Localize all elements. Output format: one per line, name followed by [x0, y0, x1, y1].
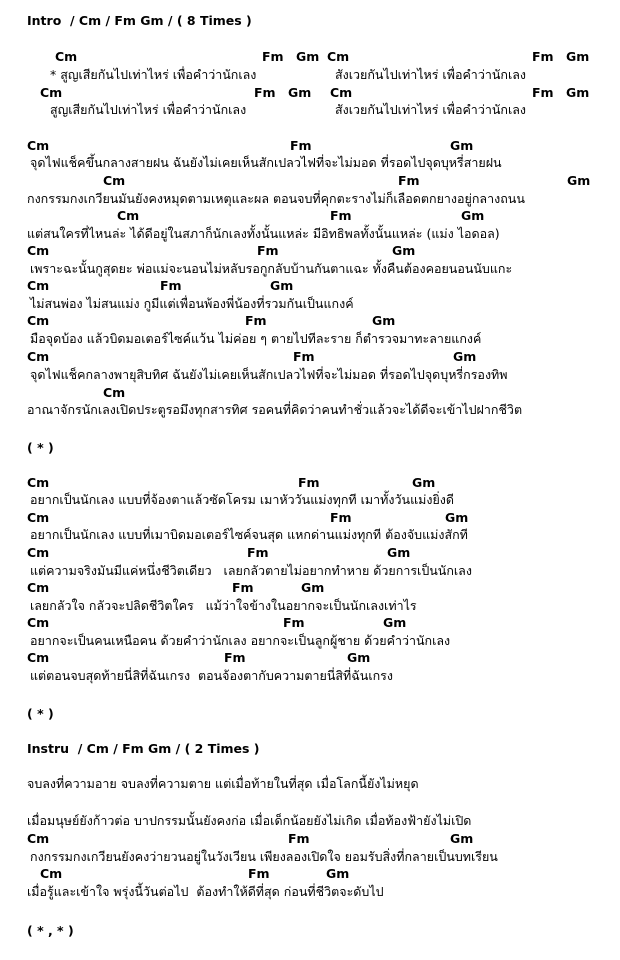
lyric-line: เมื่อรู้และเข้าใจ พรุ่งนี้วันต่อไป ต้องทำให้ดีที่สุด ก่อนที่ชีวิตจะดับไป — [27, 884, 384, 899]
lyric-line: จุดไฟแช็คขึ้นกลางสายฝน ฉันยังไม่เคยเห็นสักเปลวไฟที่จะไม่มอด ที่รอดไปจุดบุหรี่สายฝน — [30, 155, 502, 170]
chord-gm: Gm — [347, 650, 371, 665]
section-label: ( * ) — [27, 440, 54, 455]
chord-fm: Fm — [288, 831, 310, 846]
chord-cm: Cm — [27, 138, 50, 153]
chord-fm: Fm — [224, 650, 246, 665]
chord-gm: Gm — [450, 138, 474, 153]
lyric-line: แต่ตอนจบสุดท้ายนี่สิที่ฉันเกรง ตอนจ้องตากับความตายนี่สิที่ฉันเกรง — [30, 668, 393, 683]
chord-cm: Cm — [27, 475, 50, 490]
chord-fm: Fm — [398, 173, 420, 188]
chord-cm: Cm — [40, 866, 63, 881]
section-label: Intro / Cm / Fm Gm / ( 8 Times ) — [27, 13, 252, 28]
chord-gm: Gm — [301, 580, 325, 595]
chord-gm: Gm — [296, 49, 320, 64]
chord-gm: Gm — [453, 349, 477, 364]
chord-cm: Cm — [27, 831, 50, 846]
chord-gm: Gm — [270, 278, 294, 293]
chord-cm: Cm — [117, 208, 140, 223]
chord-cm: Cm — [327, 49, 350, 64]
lyric-line: ไม่สนพ่อง ไม่สนแม่ง กูมีแต่เพื่อนพ้องพี่น้องที่รวมกันเป็นแกงค์ — [30, 296, 354, 311]
lyric-line: เลยกลัวใจ กลัวจะปลิดชีวิตใคร แม้ว่าใจข้างในอยากจะเป็นนักเลงเท่าไร — [30, 598, 417, 613]
chord-gm: Gm — [566, 85, 590, 100]
chord-cm: Cm — [27, 313, 50, 328]
lyric-line: อยากจะเป็นคนเหนือคน ด้วยคำว่านักเลง อยากจะเป็นลูกผู้ชาย ด้วยคำว่านักเลง — [30, 633, 451, 648]
chord-cm: Cm — [103, 173, 126, 188]
lyric-line: สูญเสียกันไปเท่าไหร่ เพื่อคำว่านักเลง — [50, 102, 247, 117]
lyric-line: แต่สนใครที่ไหนล่ะ ได้ดีอยู่ในสภาก็นักเลงทั้งนั้นแหล่ะ มีอิทธิพลทั้งนั้นแหล่ะ (แม่ง ไอดอล) — [27, 226, 500, 241]
lyric-line: มือจุดบ้อง แล้วบิดมอเตอร์ไซค์แว้น ไม่ค่อย ๆ ตายไปทีละราย ก็ตำรวจมาทะลายแกงค์ — [30, 331, 482, 346]
lyric-line: อยากเป็นนักเลง แบบที่เมาบิดมอเตอร์ไซค์จนสุด แหกด่านแม่งทุกที ต้องจับแม่งสักที — [30, 527, 468, 542]
section-label: Instru / Cm / Fm Gm / ( 2 Times ) — [27, 741, 260, 756]
lyric-line: กงกรรมกงเกวียนยังคงว่ายวนอยู่ในวังเวียน เพียงลองเปิดใจ ยอมรับสิ่งที่กลายเป็นบทเรียน — [30, 849, 498, 864]
chord-cm: Cm — [27, 243, 50, 258]
section-label: ( * , * ) — [27, 923, 74, 938]
chord-fm: Fm — [532, 49, 554, 64]
lyric-line: อาณาจักรนักเลงเปิดประตูรอมึงทุกสารทิศ รอคนที่คิดว่าคนทำชั่วแล้วจะได้ดีจะเข้าไปฝากชีวิต — [27, 402, 523, 417]
chord-gm: Gm — [567, 173, 591, 188]
chord-cm: Cm — [27, 650, 50, 665]
chord-cm: Cm — [27, 349, 50, 364]
chord-gm: Gm — [412, 475, 436, 490]
chord-fm: Fm — [245, 313, 267, 328]
chord-gm: Gm — [383, 615, 407, 630]
chord-cm: Cm — [103, 385, 126, 400]
chord-cm: Cm — [27, 580, 50, 595]
chord-gm: Gm — [372, 313, 396, 328]
chord-fm: Fm — [232, 580, 254, 595]
chord-cm: Cm — [27, 510, 50, 525]
chord-fm: Fm — [160, 278, 182, 293]
chord-fm: Fm — [532, 85, 554, 100]
chord-cm: Cm — [27, 545, 50, 560]
chord-gm: Gm — [461, 208, 485, 223]
chord-fm: Fm — [290, 138, 312, 153]
lyric-line: จบลงที่ความอาย จบลงที่ความตาย แต่เมื่อท้ายในที่สุด เมื่อโลกนี้ยังไม่หยุด — [27, 776, 419, 791]
chord-fm: Fm — [330, 208, 352, 223]
chord-fm: Fm — [257, 243, 279, 258]
chord-fm: Fm — [262, 49, 284, 64]
chord-cm: Cm — [330, 85, 353, 100]
chord-fm: Fm — [247, 545, 269, 560]
chord-cm: Cm — [40, 85, 63, 100]
chord-gm: Gm — [326, 866, 350, 881]
chord-gm: Gm — [450, 831, 474, 846]
chord-fm: Fm — [248, 866, 270, 881]
lyric-line: อยากเป็นนักเลง แบบที่จ้องตาแล้วซัดโครม เมาหัววันแม่งทุกที เมาทั้งวันแม่งยิ่งดี — [30, 492, 455, 507]
lyric-line: จุดไฟแช็คกลางพายุสิบทิศ ฉันยังไม่เคยเห็นสักเปลวไฟที่จะไม่มอด ที่รอดไปจุดบุหรี่กรองทิพ — [30, 367, 508, 382]
chord-gm: Gm — [387, 545, 411, 560]
lyric-line: * สูญเสียกันไปเท่าไหร่ เพื่อคำว่านักเลง — [50, 67, 257, 82]
lyric-line: สังเวยกันไปเท่าไหร่ เพื่อคำว่านักเลง — [335, 67, 527, 82]
lyric-line: เมื่อมนุษย์ยังก้าวต่อ บาปกรรมนั้นยังคงก่อ เมื่อเด็กน้อยยังไม่เกิด เมื่อท้องฟ้ายังไม่เปิด — [27, 813, 472, 828]
chord-cm: Cm — [27, 615, 50, 630]
chord-fm: Fm — [330, 510, 352, 525]
chord-gm: Gm — [566, 49, 590, 64]
lyric-line: สังเวยกันไปเท่าไหร่ เพื่อคำว่านักเลง — [335, 102, 527, 117]
chord-gm: Gm — [445, 510, 469, 525]
chord-cm: Cm — [27, 278, 50, 293]
section-label: ( * ) — [27, 706, 54, 721]
chord-gm: Gm — [392, 243, 416, 258]
chord-cm: Cm — [55, 49, 78, 64]
lyric-line: แต่ความจริงมันมีแค่หนึ่งชีวิตเดียว เลยกลัวตายไม่อยากทำหาย ด้วยการเป็นนักเลง — [30, 563, 472, 578]
chord-fm: Fm — [298, 475, 320, 490]
chord-fm: Fm — [254, 85, 276, 100]
lyric-line: กงกรรมกงเกวียนมันยังคงหมุดตามเหตุและผล ตอนจบที่คุกตะรางไม่ก็เลือดตกยางอยู่กลางถนน — [27, 191, 525, 206]
chord-fm: Fm — [283, 615, 305, 630]
chord-fm: Fm — [293, 349, 315, 364]
chord-gm: Gm — [288, 85, 312, 100]
lyric-line: เพราะฉะนั้นกูสุดยะ พ่อแม่จะนอนไม่หลับรอกูกลับบ้านกันตาแฉะ ทั้งคืนต้องคอยนอนนับแกะ — [30, 261, 513, 276]
